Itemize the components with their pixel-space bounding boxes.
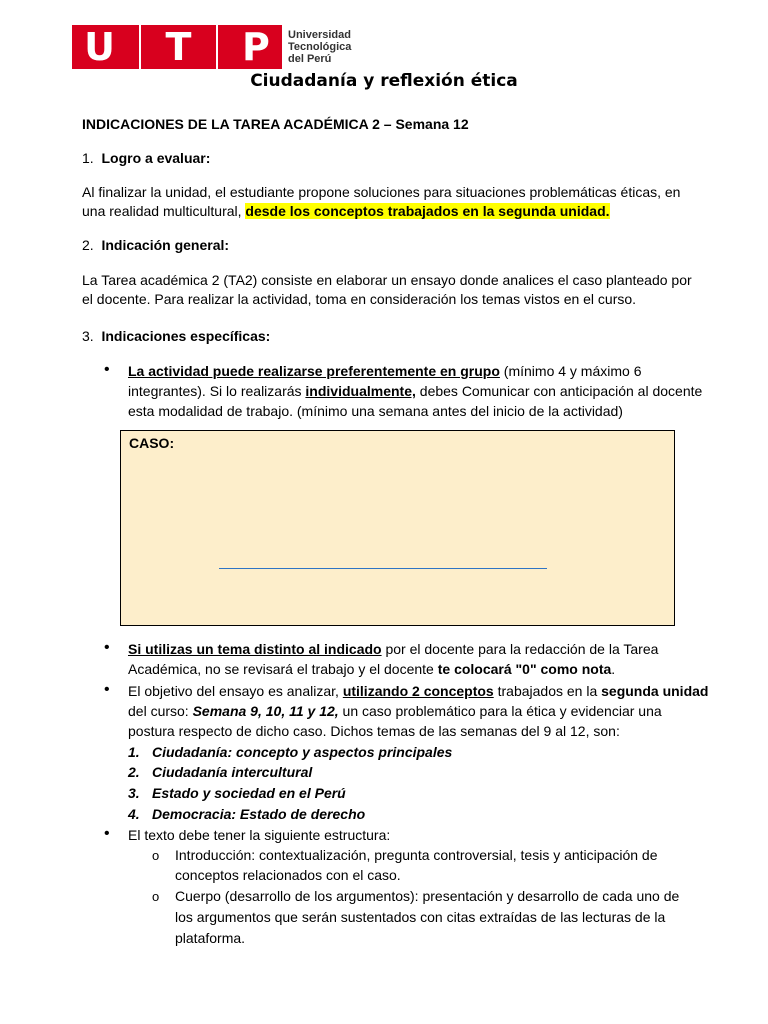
bullet-2-text: .: [611, 661, 616, 677]
section-3-number: 3.: [82, 328, 94, 344]
section-2-heading: [82, 235, 229, 255]
sub-bullet-icon: o: [152, 848, 160, 863]
bullet-4-text: El texto debe tener la siguiente estructura:: [128, 827, 391, 843]
topic-number: 2.: [128, 764, 140, 780]
bullet-icon: •: [104, 361, 110, 378]
logo-wordmark: [288, 29, 351, 65]
section-2-text-line-2: el docente. Para realizar la actividad, toma en consideración los temas vistos en el curso.: [82, 291, 637, 307]
section-3-heading: [82, 326, 270, 346]
bullet-3-text: del curso:: [128, 703, 193, 719]
caso-divider-line: [219, 568, 547, 569]
logo-divider: [139, 25, 141, 69]
bold-italic-text: Semana 9, 10, 11 y 12,: [192, 703, 339, 719]
logo-line-2: Tecnológica: [288, 41, 352, 53]
logo-letter-u: U: [84, 25, 115, 69]
bullet-3-line-2: [128, 701, 662, 721]
bullet-icon: •: [104, 639, 110, 656]
section-1-label: Logro a evaluar:: [101, 150, 211, 166]
section-2-number: 2.: [82, 237, 94, 253]
topic-item: [128, 762, 312, 782]
logo-divider: [216, 25, 218, 69]
underlined-text: utilizando 2 conceptos: [342, 683, 494, 699]
sub-bullet-icon: o: [152, 889, 160, 904]
caso-box: [120, 430, 675, 626]
logo-line-3: del Perú: [288, 53, 332, 65]
logo-letter-t: T: [165, 25, 192, 69]
underlined-text: La actividad puede realizarse preferentemente en grupo: [128, 363, 500, 379]
sub-1-line-2: conceptos relacionados con el caso.: [175, 867, 401, 883]
section-3-label: Indicaciones específicas:: [101, 328, 271, 344]
section-1-heading: [82, 148, 210, 168]
bullet-3-line-3: postura respecto de dicho caso. Dichos temas de las semanas del 9 al 12, son:: [128, 723, 620, 739]
caso-label: CASO:: [129, 435, 175, 451]
bullet-1-line-1: [128, 361, 642, 381]
bullet-1-text: (mínimo 4 y máximo 6: [499, 363, 642, 379]
topic-number: 3.: [128, 785, 140, 801]
topic-number: 1.: [128, 744, 140, 760]
utp-logo: [72, 25, 372, 69]
bullet-2-line-1: [128, 639, 658, 659]
topic-label: Democracia: Estado de derecho: [152, 806, 366, 822]
bullet-1-line-3: esta modalidad de trabajo. (mínimo una semana antes del inicio de la actividad): [128, 403, 623, 419]
topic-item: [128, 804, 365, 824]
bullet-icon: •: [104, 681, 110, 698]
bullet-2-line-2: [128, 659, 615, 679]
section-1-text-plain: una realidad multicultural,: [82, 203, 246, 219]
bullet-3-text: El objetivo del ensayo es analizar,: [128, 683, 343, 699]
underlined-text: Si utilizas un tema distinto al indicado: [128, 641, 382, 657]
section-1-text-line-1: Al finalizar la unidad, el estudiante propone soluciones para situaciones problemáticas éticas, en: [82, 184, 681, 200]
topic-label: Ciudadanía intercultural: [152, 764, 313, 780]
sub-2-line-2: los argumentos que serán sustentados con citas extraídas de las lecturas de la: [175, 909, 666, 925]
topic-number: 4.: [128, 806, 140, 822]
sub-2-line-3: plataforma.: [175, 930, 246, 946]
topic-label: Estado y sociedad en el Perú: [152, 785, 346, 801]
page-title: Ciudadanía y reflexión ética: [250, 71, 518, 91]
sub-2-line-1: Cuerpo (desarrollo de los argumentos): presentación y desarrollo de cada uno de: [175, 888, 680, 904]
sub-1-line-1: Introducción: contextualización, pregunta controversial, tesis y anticipación de: [175, 847, 658, 863]
logo-letter-p: P: [241, 25, 270, 69]
bullet-icon: •: [104, 825, 110, 842]
assignment-heading: INDICACIONES DE LA TAREA ACADÉMICA 2 – Semana 12: [82, 116, 469, 132]
section-2-text-line-1: La Tarea académica 2 (TA2) consiste en elaborar un ensayo donde analices el caso planteado por: [82, 272, 692, 288]
underlined-text: individualmente,: [305, 383, 416, 399]
logo-line-1: Universidad: [288, 29, 351, 41]
topic-label: Ciudadanía: concepto y aspectos principales: [152, 744, 453, 760]
bullet-2-text: por el docente para la redacción de la Tarea: [381, 641, 659, 657]
topic-item: [128, 742, 452, 762]
bullet-1-line-2: [128, 381, 702, 401]
bold-text: segunda unidad: [601, 683, 709, 699]
bullet-3-text: un caso problemático para la ética y evidenciar una: [338, 703, 662, 719]
bullet-3-line-1: [128, 681, 708, 701]
logo-mark: [72, 25, 282, 69]
highlighted-text: desde los conceptos trabajados en la segunda unidad.: [245, 203, 610, 219]
section-1-text-line-2: [82, 201, 610, 221]
bullet-2-text: Académica, no se revisará el trabajo y el docente: [128, 661, 438, 677]
bold-text: te colocará "0" como nota: [437, 661, 612, 677]
bullet-3-text: trabajados en la: [493, 683, 602, 699]
section-2-label: Indicación general:: [101, 237, 230, 253]
bullet-1-text: integrantes). Si lo realizarás: [128, 383, 306, 399]
section-1-number: 1.: [82, 150, 94, 166]
topic-item: [128, 783, 346, 803]
bullet-1-text: debes Comunicar con anticipación al docente: [415, 383, 703, 399]
